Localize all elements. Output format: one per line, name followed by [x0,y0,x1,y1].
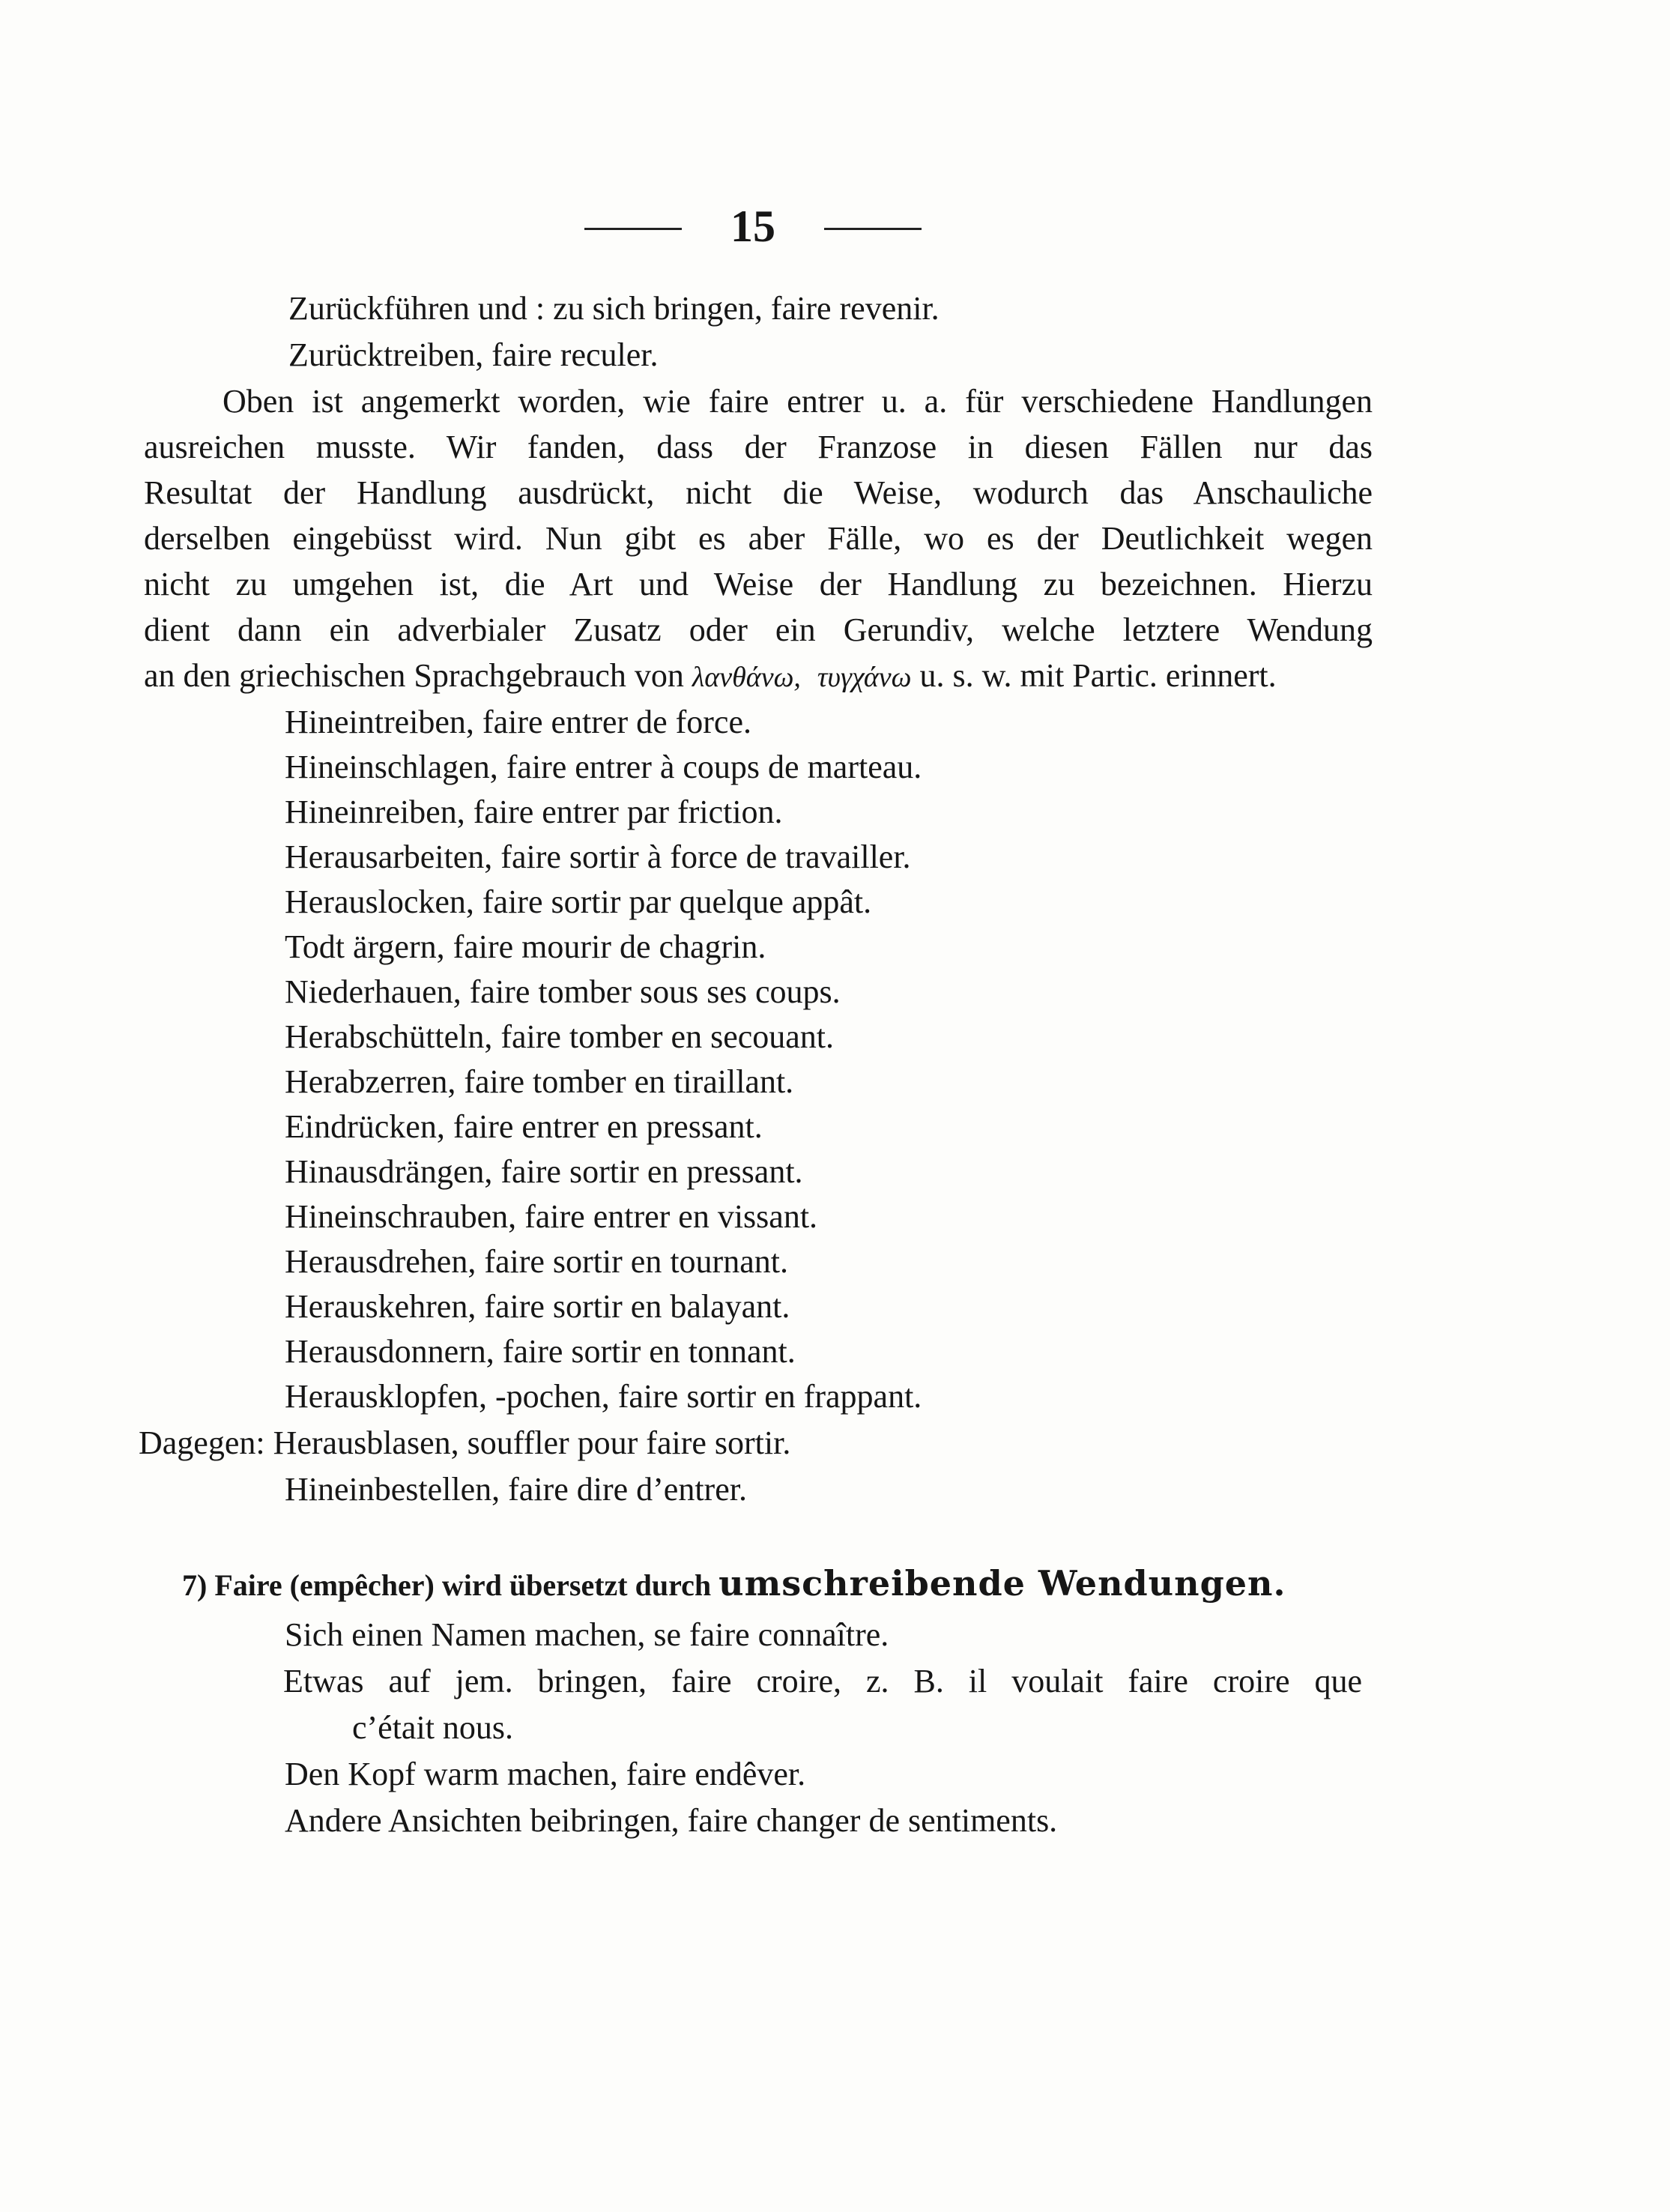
list-item: Herabschütteln, faire tomber en secouant. [285,1018,835,1055]
list-item: Herausdonnern, faire sortir en tonnant. [285,1333,796,1370]
list-item: Hineinbestellen, faire dire d’entrer. [285,1471,747,1508]
section-heading [182,1563,1286,1604]
paragraph-line: derselben eingebüsst wird. Nun gibt es aber Fälle, wo es der Deutlichkeit wegen [144,520,1373,557]
text-line: Zurücktreiben, faire reculer. [288,336,659,373]
list-item: Herabzerren, faire tomber en tiraillant. [285,1063,794,1100]
header-rule-right [824,228,922,230]
paragraph-line: Oben ist angemerkt worden, wie faire entrer u. a. für verschiedene Handlungen [223,383,1373,420]
paragraph-text: an den griechischen Sprachgebrauch von [144,657,692,694]
list-item: Herauslocken, faire sortir par quelque appât. [285,883,872,920]
example-line: c’était nous. [352,1709,514,1746]
example-line: Sich einen Namen machen, se faire connaître. [285,1616,889,1653]
paragraph-line: nicht zu umgehen ist, die Art und Weise der Handlung zu bezeichnen. Hierzu [144,566,1373,602]
list-item: Hineintreiben, faire entrer de force. [285,704,751,740]
paragraph-line: Resultat der Handlung ausdrückt, nicht die Weise, wodurch das Anschauliche [144,474,1373,511]
example-line: Etwas auf jem. bringen, faire croire, z. B. il voulait faire croire que [283,1663,1362,1699]
example-line: Den Kopf warm machen, faire endêver. [285,1756,806,1792]
paragraph-line-last [144,659,1277,692]
page-number: 15 [730,202,775,251]
section-heading-prefix: 7) Faire (empêcher) wird übersetzt durch [182,1568,719,1602]
list-item-dagegen: Dagegen: Herausblasen, souffler pour faire sortir. [139,1424,791,1461]
greek-word: τυγχάνω [817,662,912,693]
list-item: Herausarbeiten, faire sortir à force de travailler. [285,838,911,875]
list-item: Eindrücken, faire entrer en pressant. [285,1108,763,1145]
page-header [584,201,937,253]
list-item: Hineinschrauben, faire entrer en vissant. [285,1198,818,1235]
paragraph-text: u. s. w. mit Partic. erinnert. [911,657,1277,694]
list-item: Todt ärgern, faire mourir de chagrin. [285,928,766,965]
example-line: Andere Ansichten beibringen, faire changer de sentiments. [285,1802,1058,1839]
header-rule-left [584,228,682,230]
text-line: Zurückführen und : zu sich bringen, faire revenir. [288,290,940,327]
list-item: Herausklopfen, -pochen, faire sortir en frappant. [285,1378,922,1415]
greek-word: λανθάνω, [692,662,801,693]
list-item: Niederhauen, faire tomber sous ses coups. [285,973,841,1010]
paragraph-line: ausreichen musste. Wir fanden, dass der Franzose in diesen Fällen nur das [144,429,1373,465]
paragraph-line: dient dann ein adverbialer Zusatz oder ein Gerundiv, welche letztere Wendung [144,611,1373,648]
list-item: Hineinschlagen, faire entrer à coups de marteau. [285,749,922,785]
section-heading-emphasis: umschreibende Wendungen. [718,1563,1286,1604]
list-item: Herauskehren, faire sortir en balayant. [285,1288,790,1325]
list-item: Herausdrehen, faire sortir en tournant. [285,1243,788,1280]
list-item: Hinausdrängen, faire sortir en pressant. [285,1153,803,1190]
list-item: Hineinreiben, faire entrer par friction. [285,794,783,830]
